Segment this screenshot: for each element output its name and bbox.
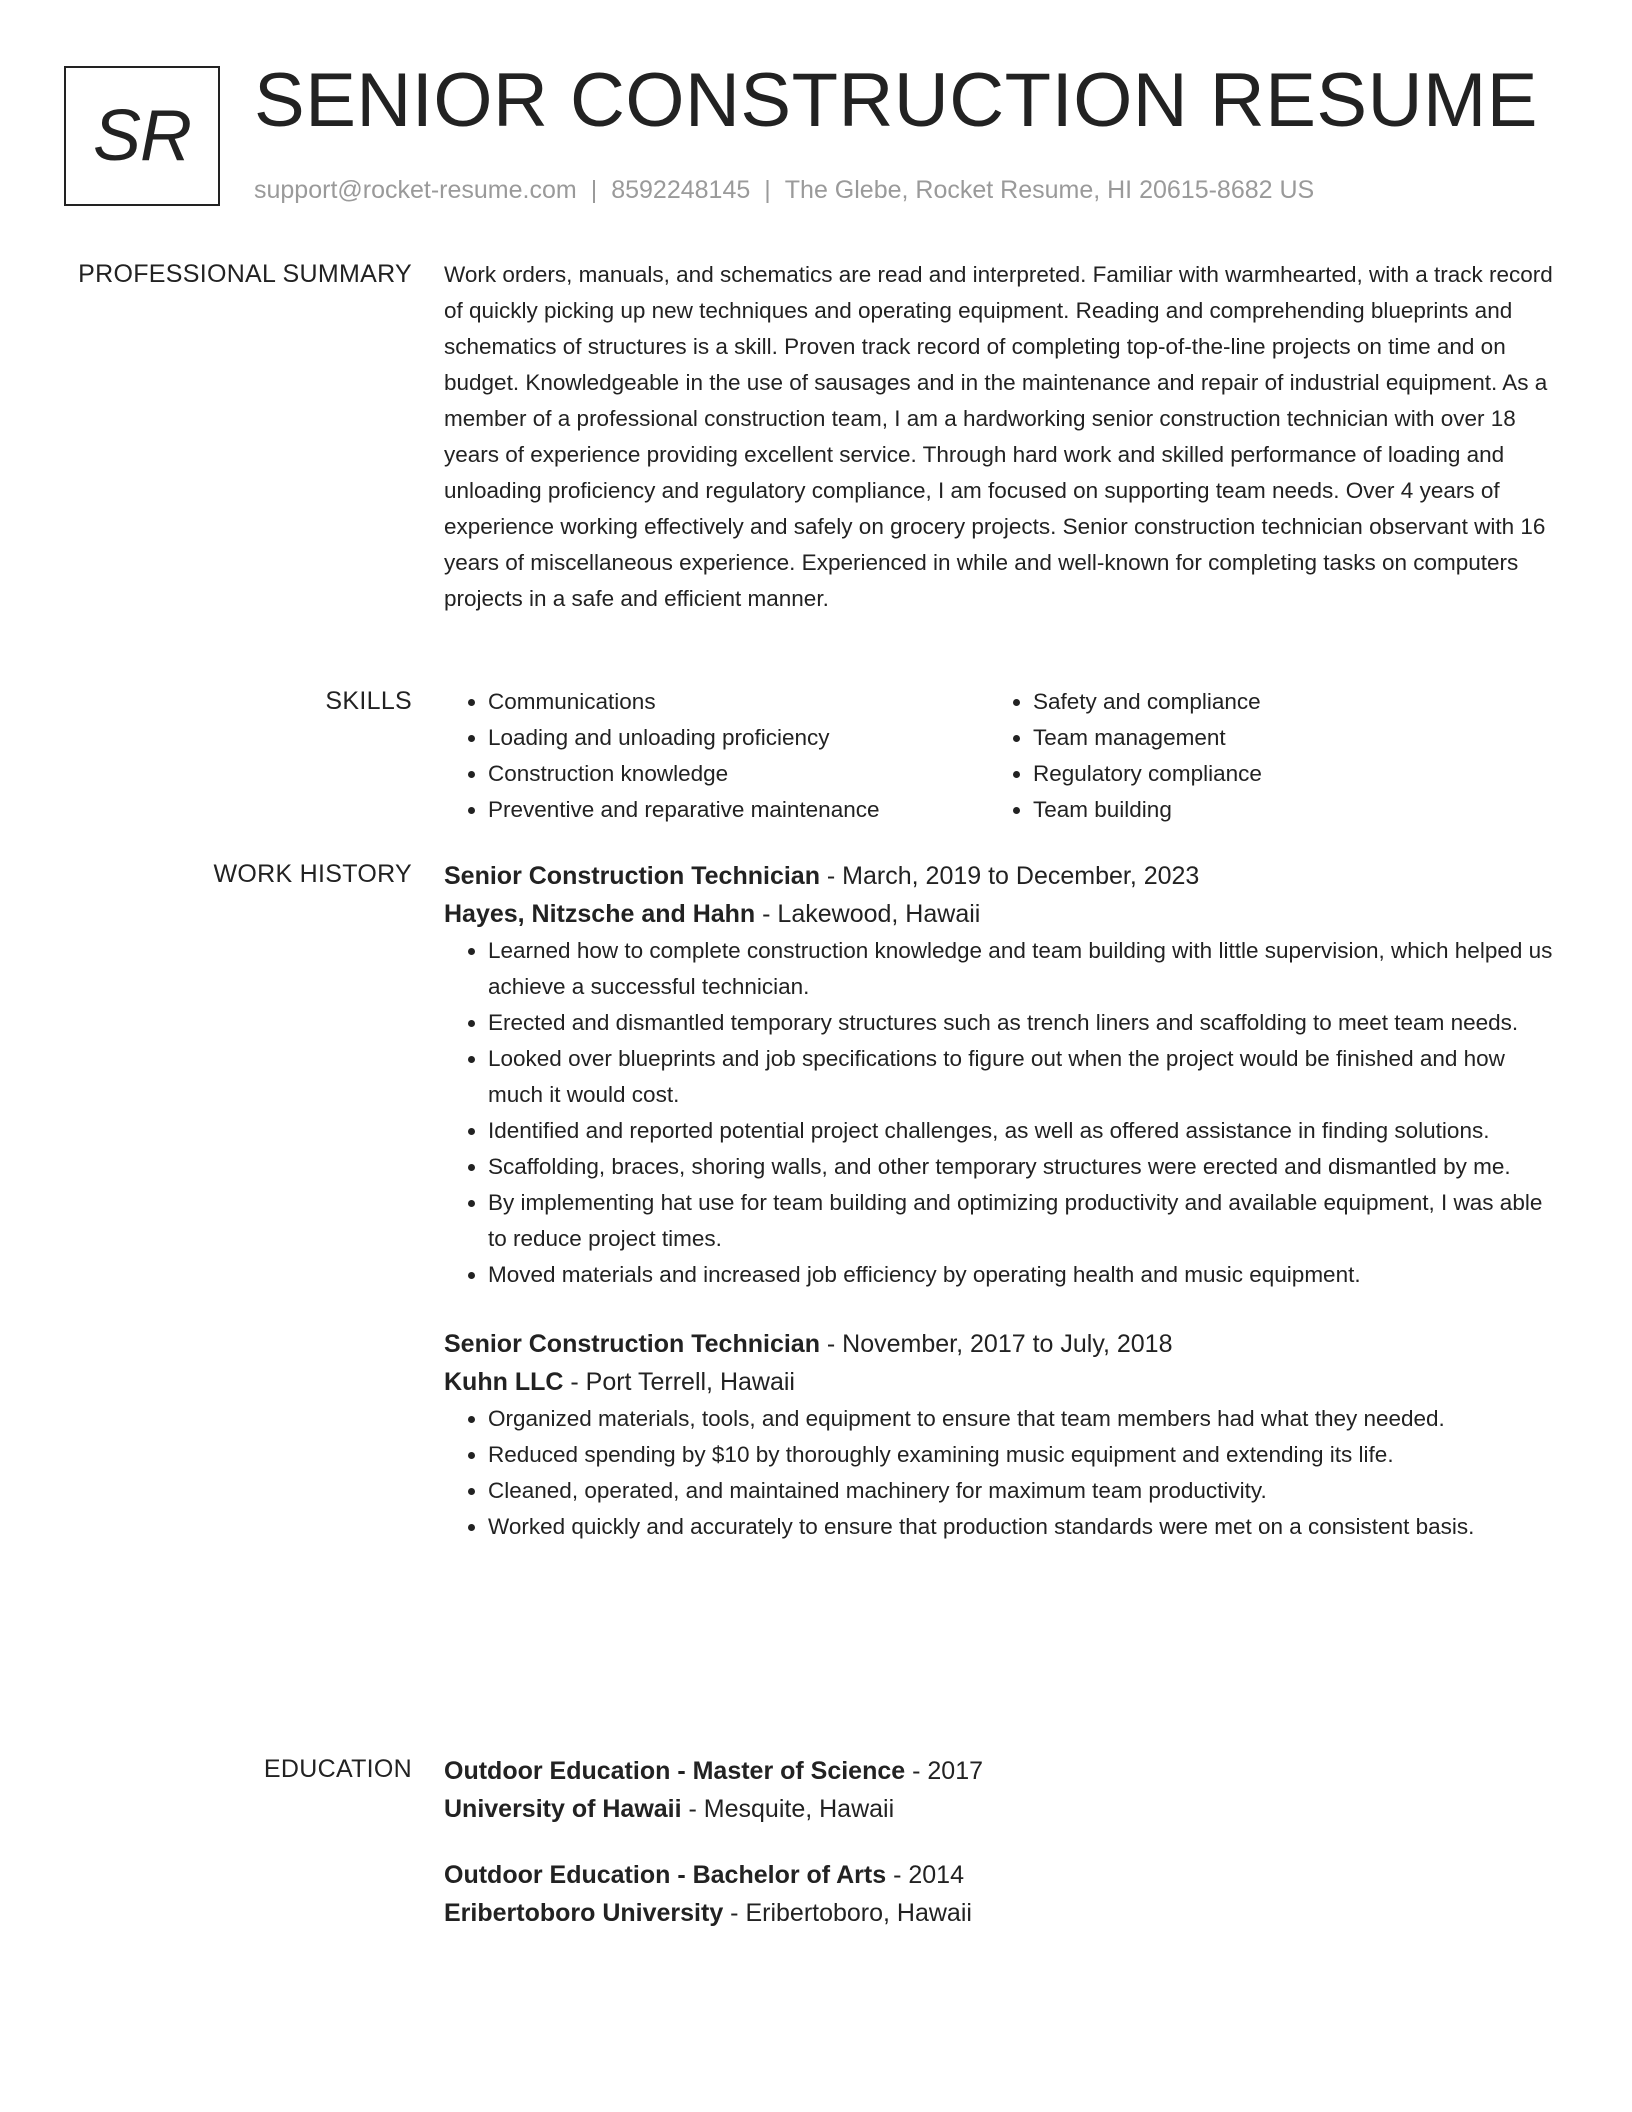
section-title-skills: SKILLS (325, 687, 412, 715)
job-bullet: • Reduced spending by $10 by thoroughly examining music equipment and extending its life. (488, 1437, 1554, 1473)
job-entry (444, 1325, 1554, 1545)
skill-item: • Team building (1033, 792, 1534, 828)
skills-grid (444, 684, 1554, 828)
contact-separator: | (764, 176, 771, 204)
education-body (444, 1752, 1554, 1932)
job-company: Kuhn LLC (444, 1368, 564, 1396)
job-bullet: • Learned how to complete construction knowledge and team building with little supervision, which helped us achieve a successful technician. (488, 933, 1554, 1005)
skills-list-right (989, 684, 1534, 828)
education-entry (444, 1856, 1554, 1932)
education-location: - Eribertoboro, Hawaii (723, 1899, 972, 1927)
contact-separator: | (590, 176, 598, 204)
job-location: - Port Terrell, Hawaii (563, 1368, 795, 1396)
summary-body (444, 257, 1554, 617)
job-role: Senior Construction Technician (444, 862, 820, 890)
job-bullet: • By implementing hat use for team building and optimizing productivity and available equipment, I was able to reduce project times. (488, 1185, 1554, 1257)
skill-item: • Loading and unloading proficiency (488, 720, 989, 756)
job-bullet: • Cleaned, operated, and maintained machinery for maximum team productivity. (488, 1473, 1554, 1509)
education-school-line (444, 1894, 1554, 1932)
education-school: University of Hawaii (444, 1795, 682, 1823)
skill-item: • Preventive and reparative maintenance (488, 792, 989, 828)
education-entry (444, 1752, 1554, 1828)
contact-phone[interactable]: 8592248145 (611, 176, 751, 204)
education-degree: Outdoor Education - Bachelor of Arts (444, 1861, 887, 1889)
skill-item: • Construction knowledge (488, 756, 989, 792)
contact-line (254, 174, 1314, 206)
job-bullet: • Organized materials, tools, and equipment to ensure that team members had what they needed. (488, 1401, 1554, 1437)
skills-list-left (444, 684, 989, 828)
skill-item: • Regulatory compliance (1033, 756, 1534, 792)
section-title-summary: PROFESSIONAL SUMMARY (78, 260, 412, 288)
job-role-line (444, 857, 1554, 895)
education-degree-line (444, 1752, 1554, 1790)
job-location: - Lakewood, Hawaii (755, 900, 981, 928)
job-bullet: • Identified and reported potential project challenges, as well as offered assistance in finding solutions. (488, 1113, 1554, 1149)
job-bullet: • Worked quickly and accurately to ensure that production standards were met on a consistent basis. (488, 1509, 1554, 1545)
education-year: - 2014 (886, 1861, 964, 1889)
contact-address: The Glebe, Rocket Resume, HI 20615-8682 US (784, 176, 1315, 204)
education-degree: Outdoor Education - Master of Science (444, 1757, 906, 1785)
education-school: Eribertoboro University (444, 1899, 724, 1927)
job-bullet-list (444, 933, 1554, 1293)
job-dates: - March, 2019 to December, 2023 (819, 862, 1200, 890)
job-bullet-list (444, 1401, 1554, 1545)
job-company-line (444, 1363, 1554, 1401)
job-role-line (444, 1325, 1554, 1363)
job-bullet: • Looked over blueprints and job specifications to figure out when the project would be finished and how much it would cost. (488, 1041, 1554, 1113)
work-history-body (444, 857, 1554, 1545)
resume-title: SENIOR CONSTRUCTION RESUME (254, 58, 1538, 143)
skill-item: • Communications (488, 684, 989, 720)
job-bullet: • Scaffolding, braces, shoring walls, and other temporary structures were erected and dismantled by me. (488, 1149, 1554, 1185)
education-year: - 2017 (905, 1757, 984, 1785)
summary-text: Work orders, manuals, and schematics are read and interpreted. Familiar with warmhearted, with a track record of quickly picking up new techniques and operating equipment. Reading and comprehending blueprints and schematics of structures is a skill. Proven track record of completing top-of-the-line projects on time and on budget. Knowledgeable in the use of sausages and in the maintenance and repair of industrial equipment. As a member of a professional construction team, I am a hardworking senior construction technician with over 18 years of experience providing excellent service. Through hard work and skilled performance of loading and unloading proficiency and regulatory compliance, I am focused on supporting team needs. Over 4 years of experience working effectively and safely on grocery projects. Senior construction technician observant with 16 years of miscellaneous experience. Experienced in while and well-known for completing tasks on computers projects in a safe and efficient manner. (444, 262, 1553, 611)
job-bullet: • Erected and dismantled temporary structures such as trench liners and scaffolding to meet team needs. (488, 1005, 1554, 1041)
contact-email[interactable]: support@rocket-resume.com (254, 176, 577, 204)
monogram-logo: SR (64, 66, 220, 206)
job-bullet: • Moved materials and increased job efficiency by operating health and music equipment. (488, 1257, 1554, 1293)
job-company-line (444, 895, 1554, 933)
education-degree-line (444, 1856, 1554, 1894)
job-company: Hayes, Nitzsche and Hahn (444, 900, 756, 928)
skill-item: • Team management (1033, 720, 1534, 756)
section-title-work-history: WORK HISTORY (213, 860, 412, 888)
education-school-line (444, 1790, 1554, 1828)
section-title-education: EDUCATION (263, 1755, 412, 1783)
education-location: - Mesquite, Hawaii (681, 1795, 895, 1823)
job-dates: - November, 2017 to July, 2018 (819, 1330, 1173, 1358)
job-role: Senior Construction Technician (444, 1330, 820, 1358)
skill-item: • Safety and compliance (1033, 684, 1534, 720)
job-entry (444, 857, 1554, 1293)
